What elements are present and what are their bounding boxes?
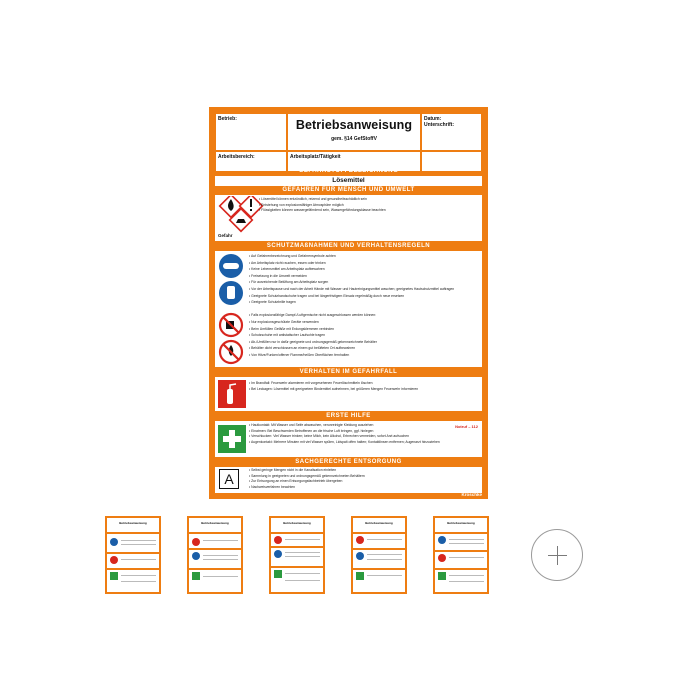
gefahrfall-lines bbox=[249, 381, 478, 392]
sign-title: Betriebsanweisung bbox=[295, 118, 413, 132]
list-item: • Auf Gefahrenbezeichnung und Gefahrensymbole achten bbox=[249, 253, 478, 260]
sign-header bbox=[215, 113, 482, 172]
gefahren-lines bbox=[259, 197, 478, 214]
list-item: • Zur Entsorgung an einen Entsorgungsfachbetrieb übergeben bbox=[249, 479, 478, 485]
arbeitsbereich-label: Arbeitsbereich: bbox=[218, 154, 255, 160]
band-entsorgung: SACHGERECHTE ENTSORGUNG bbox=[295, 459, 402, 465]
substance-name: Lösemittel bbox=[215, 176, 482, 186]
list-item: • Falls explosionsfähige Dampf-/Luftgemische nicht ausgeschlossen werden können: bbox=[249, 312, 478, 319]
list-item: • Schutzschuhe mit antistatischer Laufsohle tragen bbox=[249, 332, 478, 339]
list-item: • Verschlucken: Viel Wasser trinken; keine Milch, kein Alkohol, Erbrechen vermeiden, sofort Arzt aufsuchen bbox=[249, 434, 448, 440]
panel-entsorgung bbox=[215, 467, 482, 493]
list-item: • Nachweisverfahren beachten bbox=[249, 485, 478, 491]
title-cell bbox=[287, 113, 421, 151]
arbeitsplatz-label: Arbeitsplatz/Tätigkeit bbox=[290, 154, 341, 160]
list-item: • Augenkontakt: Mehrere Minuten mit viel Wasser spülen, Lidspalt offen halten; Kontaktlinsen entfernen; Augenarzt hinzuziehen bbox=[249, 440, 448, 446]
goggles-icon bbox=[219, 254, 243, 278]
panel-schutz bbox=[215, 251, 482, 367]
datum-cell bbox=[421, 113, 482, 151]
notruf-label: Notruf – 112 bbox=[455, 424, 478, 429]
list-item: • Keine Lebensmittel am Arbeitsplatz aufbewahren bbox=[249, 266, 478, 273]
thumbnail-2[interactable] bbox=[187, 516, 243, 594]
no-eating-icon bbox=[220, 314, 242, 336]
fire-extinguisher-icon bbox=[217, 379, 247, 409]
unterschrift-label: Unterschrift: bbox=[424, 122, 455, 128]
list-item: • Von Hitze/Funken/offener Flamme/heißen Oberflächen fernhalten bbox=[249, 352, 478, 359]
list-item: • Im Brandfall: Feuerwehr alarmieren mit vorgesehenen Feuerlöschmitteln löschen bbox=[249, 381, 478, 387]
list-item: • Lösemittel können entzündlich, reizend und gesundheitsschädlich sein bbox=[259, 197, 478, 203]
band-schutz: SCHUTZMAßNAHMEN UND VERHALTENSREGELN bbox=[266, 243, 431, 249]
thumbnail-label: Betriebsanweisung bbox=[119, 521, 147, 525]
list-item: • Hautkontakt: Mit Wasser und Seife abwaschen, verunreinigte Kleidung ausziehen bbox=[249, 423, 448, 429]
panel-gefahrfall bbox=[215, 377, 482, 411]
schutz-lines bbox=[249, 253, 478, 359]
list-item: • Geeignete Schutzbrille tragen bbox=[249, 299, 478, 306]
product-image-main[interactable] bbox=[209, 107, 488, 499]
thumbnail-4[interactable] bbox=[351, 516, 407, 594]
list-item: • Freisetzung in die Umwelt vermeiden bbox=[249, 273, 478, 280]
band-erste-hilfe: ERSTE HILFE bbox=[326, 413, 371, 419]
thumbnail-1[interactable] bbox=[105, 516, 161, 594]
schutz-pictograms bbox=[217, 253, 247, 365]
list-item: • Am Arbeitsplatz nicht rauchen, essen oder trinken bbox=[249, 260, 478, 267]
list-item: • Sammlung in geeigneten und ordnungsgemäß gekennzeichneten Behältern bbox=[249, 474, 478, 480]
list-item: • Entstehung von explosionsfähiger Atmosphäre möglich bbox=[259, 203, 478, 209]
list-item: • Bei Leckagen: Lösemittel mit geeignetem Bindemittel aufnehmen, bei größeren Mengen Feuerwehr informieren bbox=[249, 387, 478, 393]
list-item: • Nur explosionsgeschützte Geräte verwenden bbox=[249, 319, 478, 326]
thumbnail-label: Betriebsanweisung bbox=[447, 521, 475, 525]
brand-logo: Kroschke bbox=[461, 492, 482, 497]
list-item: • Behälter dicht verschlossen an einem gut belüfteten Ort aufbewahren bbox=[249, 345, 478, 352]
thumbnail-5[interactable] bbox=[433, 516, 489, 594]
list-item: • Für ausreichende Belüftung am Arbeitsplatz sorgen bbox=[249, 279, 478, 286]
signal-word: Gefahr bbox=[218, 233, 233, 238]
gloves-icon bbox=[219, 281, 243, 305]
list-item: • Vor der Arbeitspause und nach der Arbeit Hände mit Wasser und Hautreinigungsmittel waschen; geeignetes Hautschutzmittel auftragen bbox=[249, 286, 478, 293]
band-gefahrstoff: GEFAHRSTOFFBEZEICHNUNG bbox=[298, 168, 399, 174]
list-item: • Flüssigkeiten können wassergefährdend sein, Wassergefährdungsklasse beachten bbox=[259, 208, 478, 214]
sign-subtitle: gem. §14 GefStoffV bbox=[331, 136, 377, 142]
more-images-plus-icon[interactable] bbox=[531, 529, 583, 581]
panel-erste-hilfe bbox=[215, 421, 482, 457]
thumbnail-label: Betriebsanweisung bbox=[365, 521, 393, 525]
list-item: • Beim Umfüllen Gefäße mit Erdungsklemmen verbinden bbox=[249, 326, 478, 333]
no-fire-icon bbox=[220, 341, 242, 363]
list-item: • Einatmen: Bei Beschwerden Betroffenen an die frische Luft bringen, ggf. hinlegen bbox=[249, 429, 448, 435]
band-gefahren: GEFAHREN FÜR MENSCH UND UMWELT bbox=[282, 187, 415, 193]
entsorgung-letter: A bbox=[219, 469, 239, 489]
panel-gefahren bbox=[215, 195, 482, 241]
list-item: • Ab-/Umfüllen nur in dafür geeignete und ordnungsgemäß gekennzeichnete Behälter bbox=[249, 339, 478, 346]
entsorgung-lines bbox=[249, 468, 478, 490]
datum-label: Datum: bbox=[424, 116, 442, 122]
list-item: • Selbst geringe Mengen nicht in die Kanalisation einleiten bbox=[249, 468, 478, 474]
thumbnail-label: Betriebsanweisung bbox=[201, 521, 229, 525]
band-gefahrfall: VERHALTEN IM GEFAHRFALL bbox=[299, 369, 398, 375]
first-aid-cross-icon bbox=[217, 424, 247, 454]
thumbnail-3[interactable] bbox=[269, 516, 325, 594]
erste-hilfe-lines bbox=[249, 423, 448, 445]
betrieb-label: Betrieb: bbox=[218, 116, 237, 122]
list-item: • Geeignete Schutzhandschuhe tragen und bei längerfristigem Einsatz regelmäßig durch neue ersetzen bbox=[249, 293, 478, 300]
thumbnail-label: Betriebsanweisung bbox=[283, 521, 311, 525]
betrieb-cell bbox=[215, 113, 287, 151]
